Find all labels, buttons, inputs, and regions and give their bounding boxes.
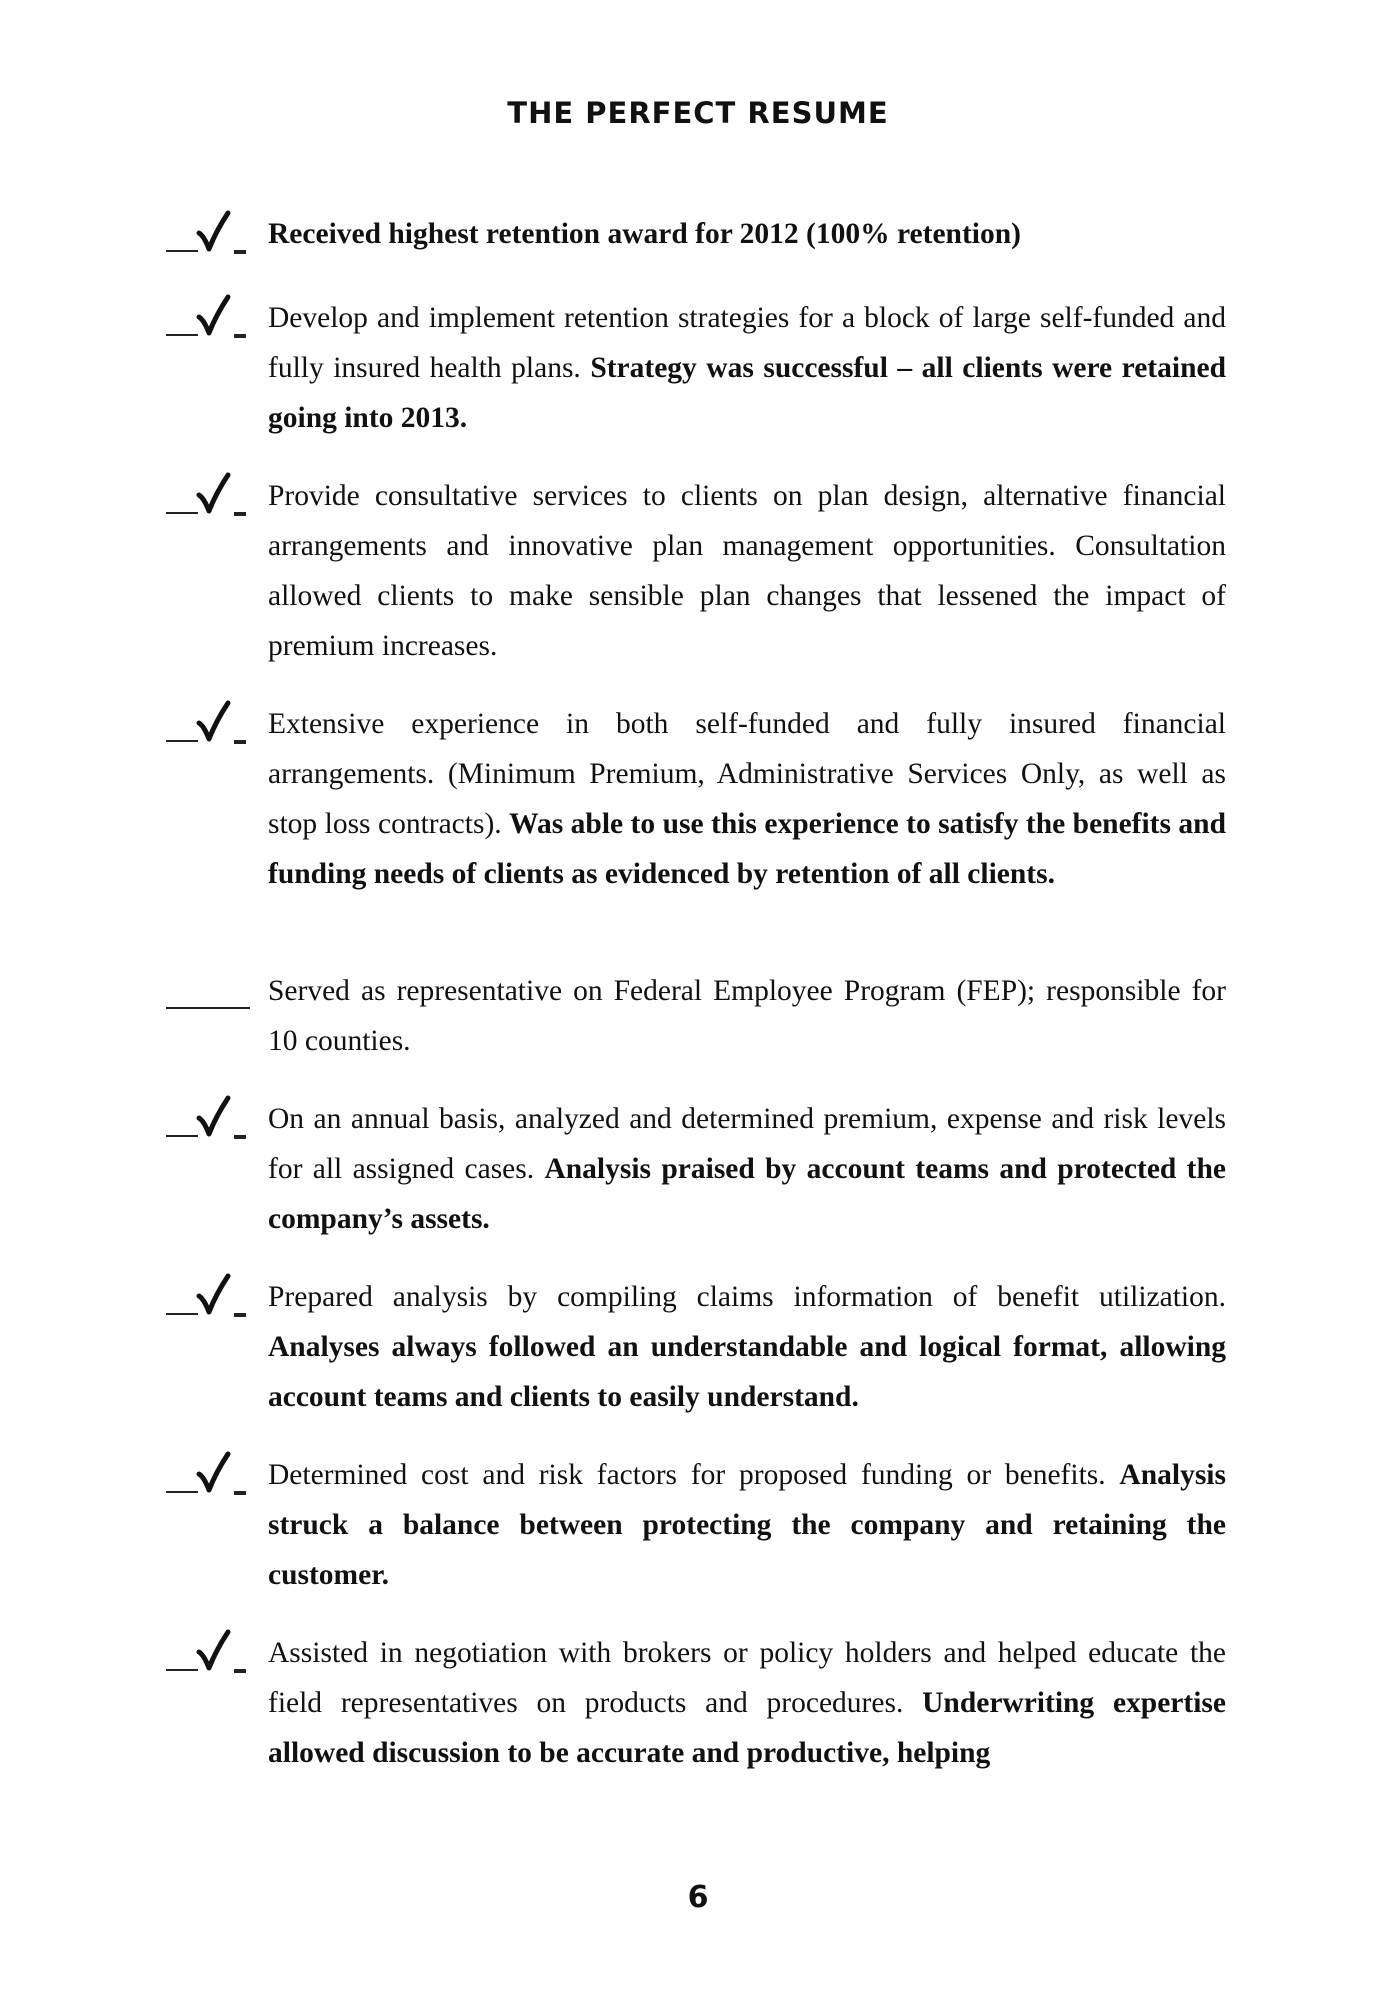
item-text: Assisted in negotiation with brokers or policy holders and helped educate the field representatives on products and procedures. Underwriting expertise allowed discussion to be accurate and productive, helping [268,1637,1226,1769]
blank-line-icon [166,966,260,1016]
checkmark-icon [166,699,260,749]
page-number: 6 [687,1880,709,1915]
checklist-item [166,1272,1226,1422]
checkmark-icon [166,1272,260,1322]
checklist-item [166,699,1226,899]
checkmark-icon [166,1450,260,1500]
item-text: Prepared analysis by compiling claims information of benefit utilization. Analyses always followed an understandable and logical format, allowing account teams and clients to easily understand. [268,1281,1226,1413]
checklist-item [166,209,1226,259]
checklist-item [166,293,1226,443]
checklist-item [166,1094,1226,1244]
checklist-item [166,1450,1226,1600]
checklist-item [166,966,1226,1066]
checklist-item [166,1628,1226,1778]
item-text: Served as representative on Federal Employee Program (FEP); responsible for 10 counties. [268,975,1226,1057]
checkmark-icon [166,209,260,259]
checkmark-icon [166,293,260,343]
checkmark-icon [166,471,260,521]
item-text: Provide consultative services to clients on plan design, alternative financial arrangements and innovative plan management opportunities. Consultation allowed clients to make sensible plan changes that lessened the impact of premium increases. [268,480,1226,662]
item-text: On an annual basis, analyzed and determined premium, expense and risk levels for all assigned cases. Analysis praised by account teams and protected the company’s assets. [268,1103,1226,1235]
checkmark-icon [166,1628,260,1678]
item-text: Develop and implement retention strategies for a block of large self-funded and fully insured health plans. Strategy was successful – all clients were retained going into 2013. [268,302,1226,434]
page-header: THE PERFECT RESUME [507,96,889,130]
checklist-item [166,471,1226,671]
item-text: Determined cost and risk factors for proposed funding or benefits. Analysis struck a balance between protecting the company and retaining the customer. [268,1459,1226,1591]
item-text: Received highest retention award for 2012 (100% retention) [268,218,1021,250]
checkmark-icon [166,1094,260,1144]
item-text: Extensive experience in both self-funded and fully insured financial arrangements. (Minimum Premium, Administrative Services Only, as well as stop loss contracts). Was able to use this experience to satisfy the benefits and funding needs of clients as evidenced by retention of all clients. [268,708,1226,890]
